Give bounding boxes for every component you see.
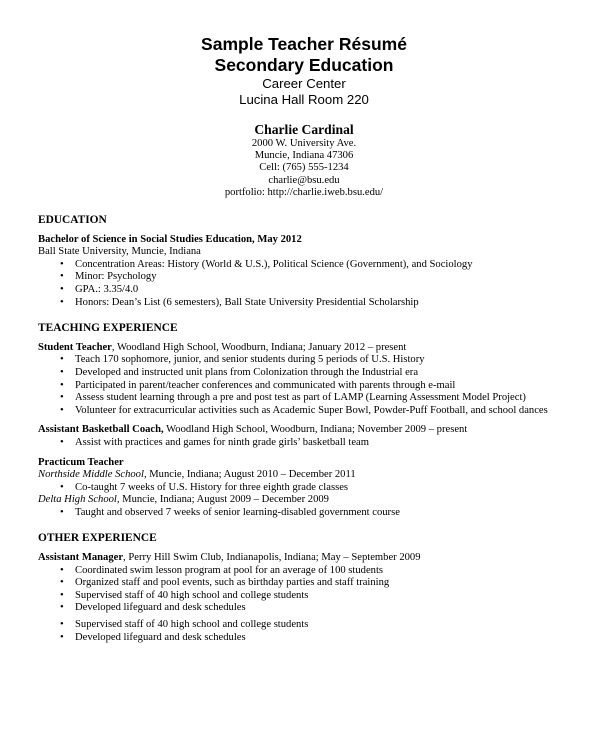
school-details: , Muncie, Indiana; August 2010 – December 2011 — [143, 469, 356, 481]
coach-header — [38, 424, 570, 437]
education-heading: EDUCATION — [38, 214, 107, 227]
office-room: Lucina Hall Room 220 — [239, 92, 369, 107]
job-role: Student Teacher — [38, 341, 112, 353]
list-item: • Developed and instructed unit plans from Colonization through the Industrial era — [38, 367, 570, 380]
education-degree: Bachelor of Science in Social Studies Education, May 2012 — [38, 233, 302, 245]
school-name: Delta High School — [38, 494, 117, 506]
list-item: • Organized staff and pool events, such as birthday parties and staff training — [38, 577, 570, 590]
school-details: , Muncie, Indiana; August 2009 – December 2009 — [116, 494, 329, 506]
list-item: • Co-taught 7 weeks of U.S. History for three eighth grade classes — [38, 482, 570, 495]
practicum-entry — [38, 457, 570, 520]
education-school: Ball State University, Muncie, Indiana — [38, 246, 201, 258]
school-name: Northside Middle School — [38, 469, 144, 481]
contact-address: 2000 W. University Ave. — [251, 138, 357, 149]
teaching-heading: TEACHING EXPERIENCE — [38, 322, 178, 335]
manager-list-a — [38, 565, 570, 615]
list-item: • Coordinated swim lesson program at pool for an average of 100 students — [38, 565, 570, 578]
practicum-list-1 — [38, 482, 570, 495]
list-item: • Teach 170 sophomore, junior, and senior students during 5 periods of U.S. History — [38, 354, 570, 367]
contact-city: Muncie, Indiana 47306 — [254, 150, 354, 162]
contact-block — [38, 122, 570, 199]
contact-portfolio: portfolio: http://charlie.iweb.bsu.edu/ — [224, 186, 384, 198]
list-item: • Assist with practices and games for ninth grade girls’ basketball team — [38, 437, 570, 450]
list-item: • Concentration Areas: History (World & U.S.), Political Science (Government), and Sociology — [38, 259, 570, 272]
manager-header — [38, 552, 570, 565]
practicum-school-1 — [38, 469, 570, 482]
student-teacher-entry — [38, 342, 570, 418]
education-list — [38, 259, 570, 309]
student-teacher-list — [38, 354, 570, 417]
resume-subtitle: Secondary Education — [214, 55, 394, 75]
list-item: • Participated in parent/teacher conferences and communicated with parents through e-mail — [38, 380, 570, 393]
list-item: • Volunteer for extracurricular activities such as Academic Super Bowl, Powder-Puff Football, and school dances — [38, 405, 570, 418]
list-item: • Minor: Psychology — [38, 271, 570, 284]
resume-title: Sample Teacher Résumé — [201, 34, 407, 54]
job-role: Assistant Manager — [38, 552, 124, 564]
candidate-name: Charlie Cardinal — [254, 122, 354, 137]
office-name: Career Center — [262, 76, 346, 91]
job-details: , Woodland High School, Woodburn, Indiana; January 2012 – present — [111, 341, 407, 353]
practicum-list-2 — [38, 507, 570, 520]
practicum-school-2 — [38, 494, 570, 507]
job-role: Assistant Basketball Coach, — [38, 424, 164, 436]
coach-list — [38, 437, 570, 450]
job-details: Woodland High School, Woodburn, Indiana; November 2009 – present — [163, 424, 468, 436]
contact-cell: Cell: (765) 555-1234 — [259, 162, 349, 174]
list-item: • Developed lifeguard and desk schedules — [38, 632, 570, 645]
list-item: • Supervised staff of 40 high school and college students — [38, 590, 570, 603]
contact-email: charlie@bsu.edu — [268, 174, 340, 186]
coach-entry — [38, 424, 570, 449]
job-details: , Perry Hill Swim Club, Indianapolis, Indiana; May – September 2009 — [123, 552, 421, 564]
practicum-role: Practicum Teacher — [38, 456, 124, 468]
list-item: • Taught and observed 7 weeks of senior learning-disabled government course — [38, 507, 570, 520]
list-item: • Assess student learning through a pre and post test as part of LAMP (Learning Assessment Model Project) — [38, 392, 570, 405]
list-item: • Developed lifeguard and desk schedules — [38, 602, 570, 615]
list-item: • Supervised staff of 40 high school and college students — [38, 619, 570, 632]
other-heading: OTHER EXPERIENCE — [38, 532, 157, 545]
resume-header — [38, 34, 570, 108]
manager-list-b — [38, 619, 570, 644]
student-teacher-header — [38, 342, 570, 355]
list-item: • GPA.: 3.35/4.0 — [38, 284, 570, 297]
list-item: • Honors: Dean’s List (6 semesters), Ball State University Presidential Scholarship — [38, 297, 570, 310]
